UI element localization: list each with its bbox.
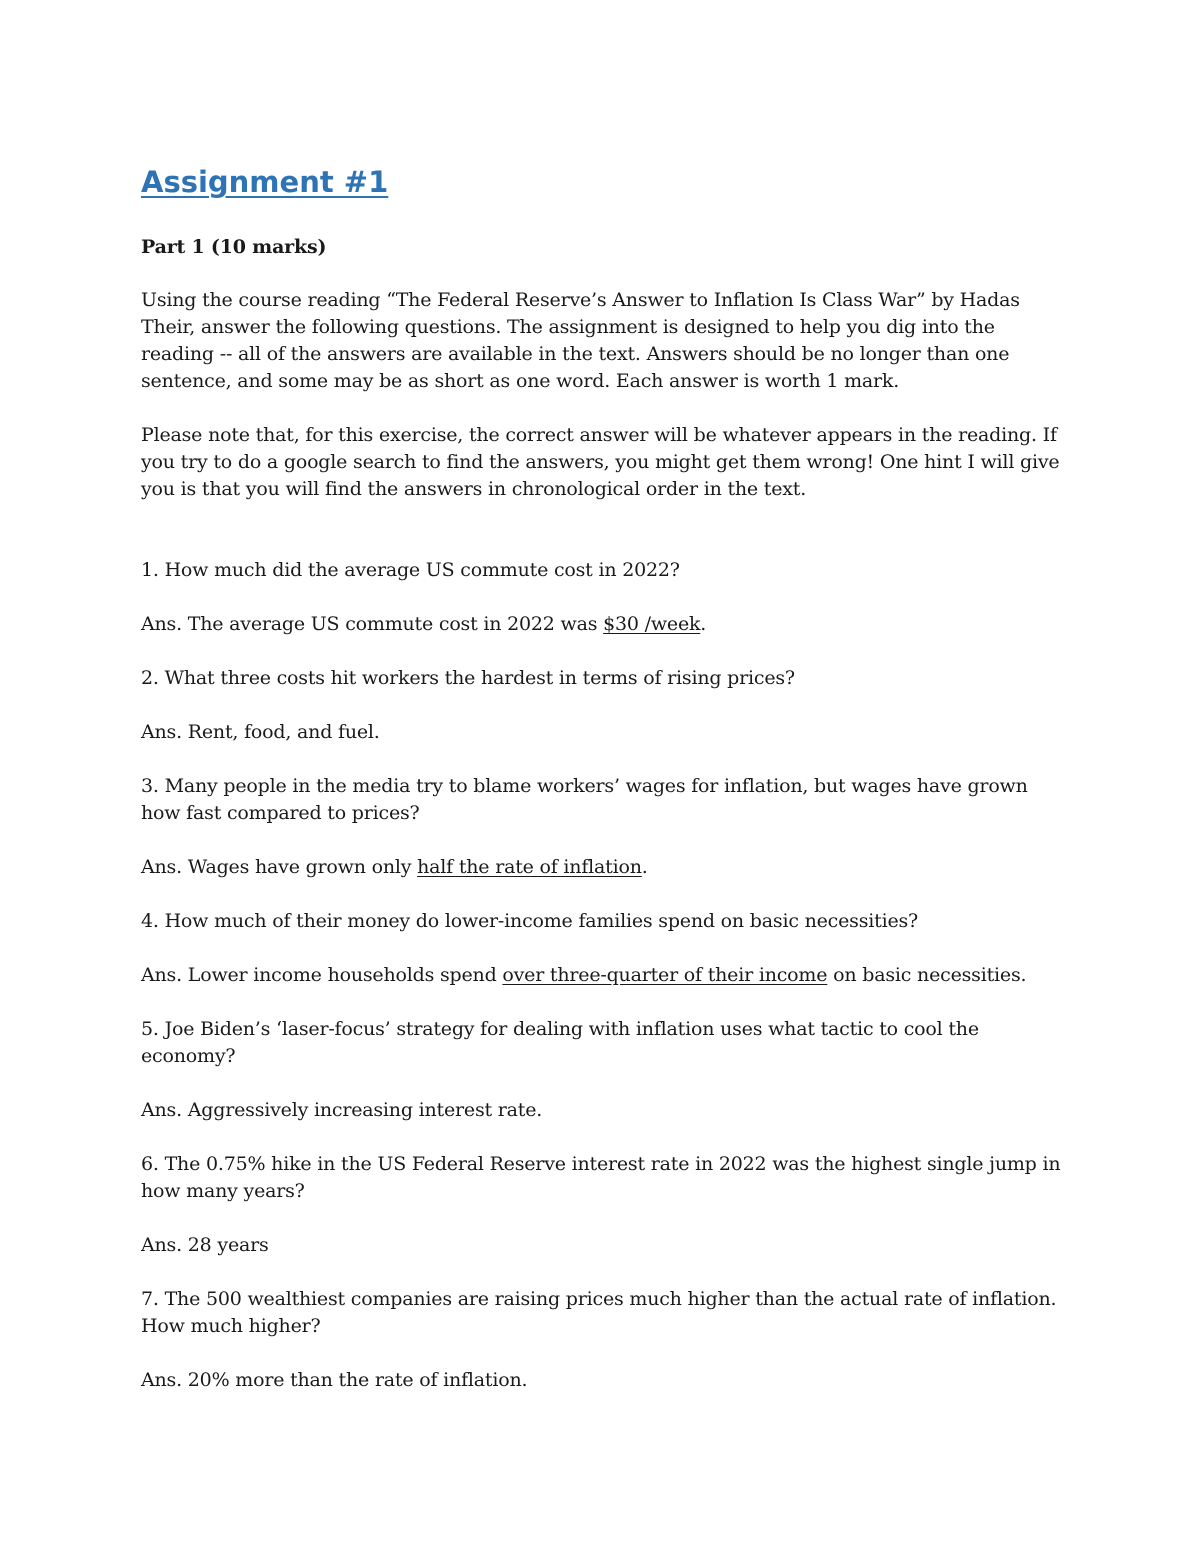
- answer-underlined: half the rate of inflation: [417, 856, 642, 878]
- answer-7: [141, 1367, 1071, 1394]
- question-1: 1. How much did the average US commute cost in 2022?: [141, 559, 680, 581]
- question-list: [141, 557, 1071, 1394]
- answer-text: Ans. The average US commute cost in 2022 was: [141, 613, 604, 635]
- note-paragraph: Please note that, for this exercise, the correct answer will be whatever appears in the reading. If you try to do a google search to find the answers, you might get them wrong! One hint I will give you is that you will find the answers in chronological order in the text.: [141, 424, 1060, 500]
- answer-text: Ans. Aggressively increasing interest rate.: [141, 1099, 543, 1121]
- answer-text: Ans. Rent, food, and fuel.: [141, 721, 380, 743]
- intro-paragraph: Using the course reading “The Federal Reserve’s Answer to Inflation Is Class War” by Hadas Their, answer the following questions. The assignment is designed to help you dig into the reading -- all of the answers are available in the text. Answers should be no longer than one sentence, and some may be as short as one word. Each answer is worth 1 mark.: [141, 289, 1020, 392]
- answer-text: Ans. 28 years: [141, 1234, 269, 1256]
- question-7: 7. The 500 wealthiest companies are raising prices much higher than the actual rate of inflation. How much higher?: [141, 1288, 1057, 1337]
- assignment-title: Assignment #1: [141, 165, 389, 199]
- question-5: 5. Joe Biden’s ‘laser-focus’ strategy for dealing with inflation uses what tactic to cool the economy?: [141, 1018, 979, 1067]
- part-heading: Part 1 (10 marks): [141, 236, 327, 258]
- answer-text-end: on basic necessities.: [827, 964, 1027, 986]
- answer-4: [141, 962, 1071, 989]
- answer-text-end: .: [700, 613, 707, 635]
- answer-3: [141, 854, 1071, 881]
- answer-underlined: over three-quarter of their income: [502, 964, 828, 986]
- answer-1: [141, 611, 1071, 638]
- question-6: 6. The 0.75% hike in the US Federal Reserve interest rate in 2022 was the highest single jump in how many years?: [141, 1153, 1061, 1202]
- answer-5: [141, 1097, 1071, 1124]
- answer-2: [141, 719, 1071, 746]
- question-4: 4. How much of their money do lower-income families spend on basic necessities?: [141, 910, 919, 932]
- answer-underlined: $30 /week: [603, 613, 701, 635]
- answer-6: [141, 1232, 1071, 1259]
- document-page: [141, 160, 1071, 1421]
- answer-text: Ans. 20% more than the rate of inflation.: [141, 1369, 528, 1391]
- question-2: 2. What three costs hit workers the hardest in terms of rising prices?: [141, 667, 795, 689]
- answer-text: Ans. Wages have grown only: [141, 856, 418, 878]
- question-3: 3. Many people in the media try to blame workers’ wages for inflation, but wages have grown how fast compared to prices?: [141, 775, 1028, 824]
- answer-text-end: .: [641, 856, 648, 878]
- answer-text: Ans. Lower income households spend: [141, 964, 503, 986]
